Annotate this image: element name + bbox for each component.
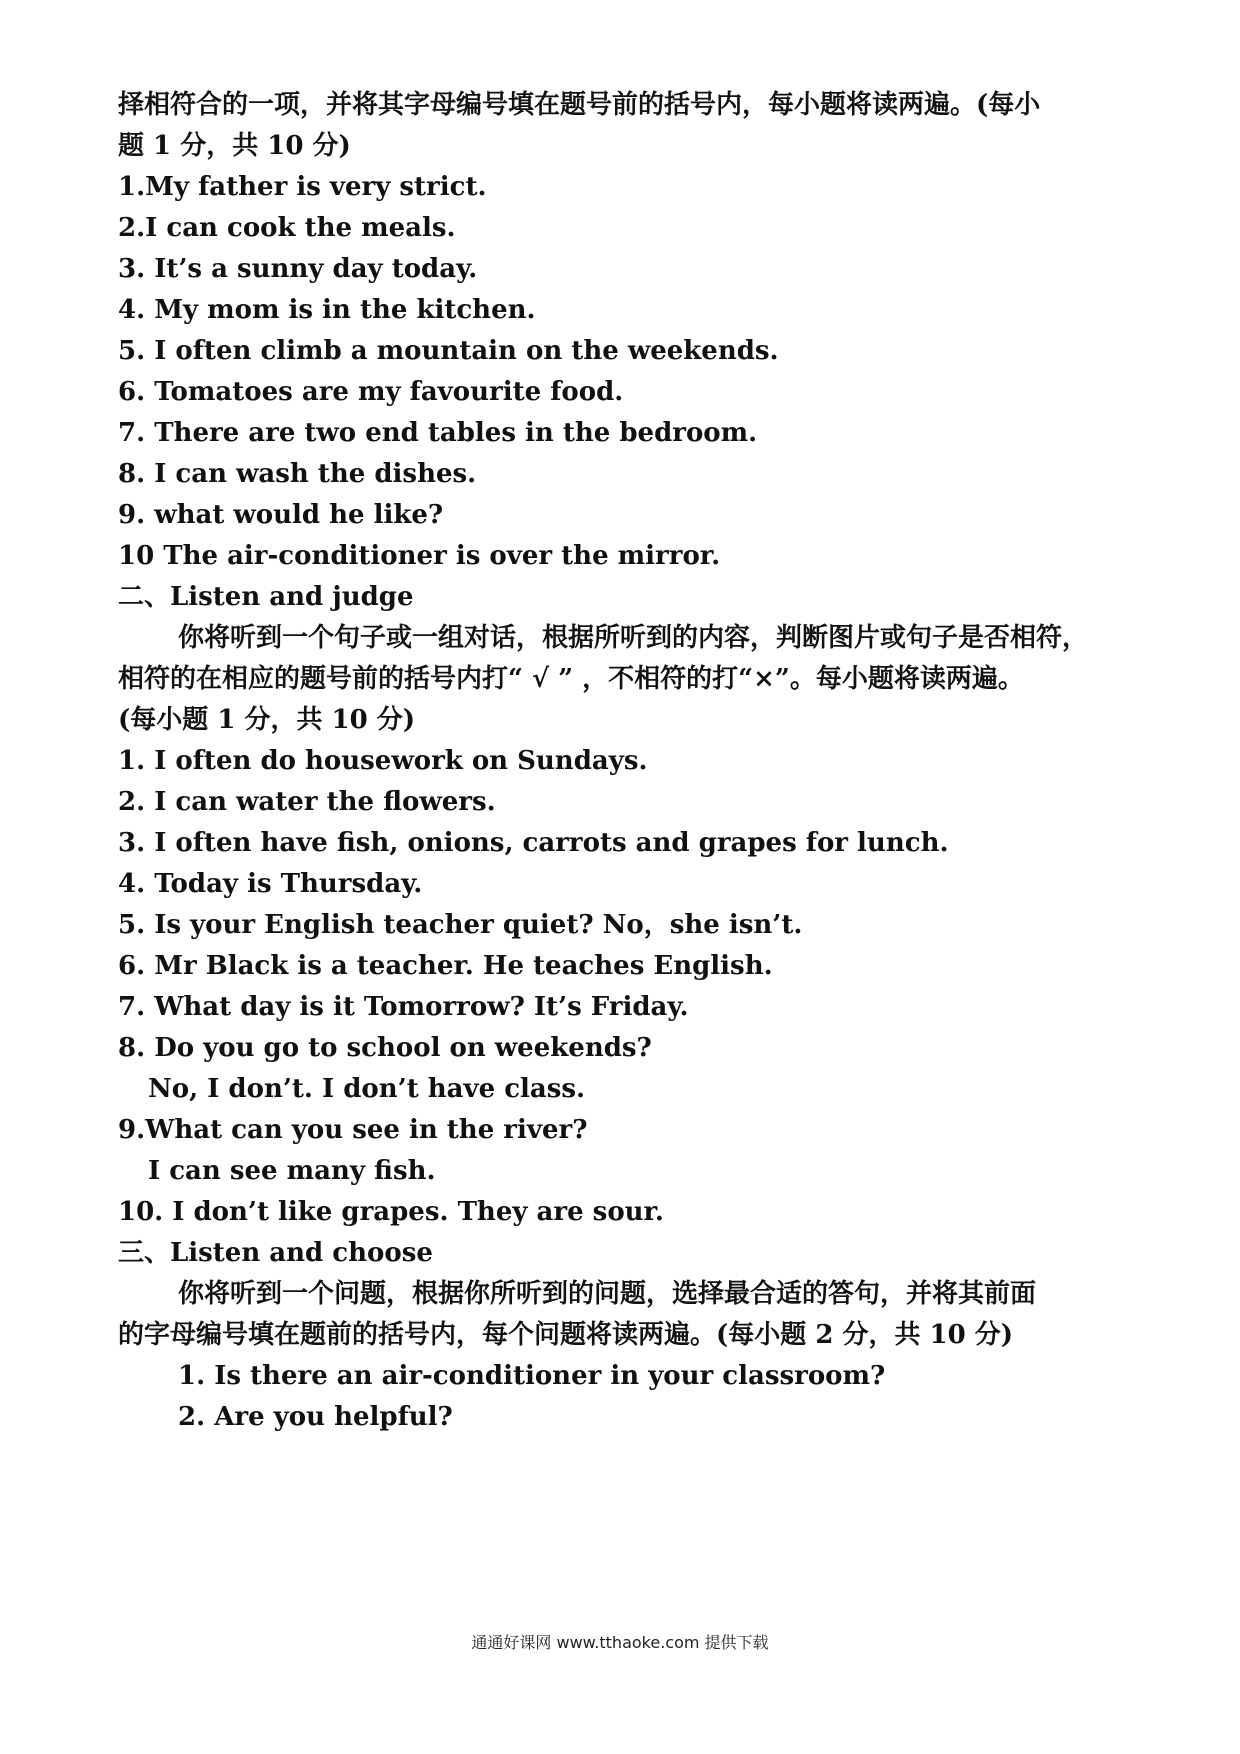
section1-item-3: 3. It’s a sunny day today. [118, 254, 478, 284]
section3-instruction-line2: 的字母编号填在题前的括号内，每个问题将读两遍。(每小题 2 分，共 10 分) [118, 1320, 1014, 1350]
section1-item-1: 1.My father is very strict. [118, 172, 487, 202]
section2-item-5: 5. Is your English teacher quiet? No，she isn’t. [118, 910, 803, 940]
section3-item-1: 1. Is there an air-conditioner in your classroom? [178, 1361, 886, 1391]
section2-item-9-question: 9.What can you see in the river? [118, 1115, 588, 1145]
section2-item-1: 1. I often do housework on Sundays. [118, 746, 648, 776]
section2-item-2: 2. I can water the flowers. [118, 787, 496, 817]
section2-instruction-line3: (每小题 1 分，共 10 分) [118, 705, 416, 735]
section2-item-9-answer: I can see many fish. [148, 1156, 436, 1186]
section1-item-10: 10 The air-conditioner is over the mirror. [118, 541, 721, 571]
section1-item-5: 5. I often climb a mountain on the weekends. [118, 336, 779, 366]
section2-item-7: 7. What day is it Tomorrow? It’s Friday. [118, 992, 689, 1022]
section3-instruction-line1: 你将听到一个问题，根据你所听到的问题，选择最合适的答句，并将其前面 [178, 1279, 1037, 1309]
section1-item-2: 2.I can cook the meals. [118, 213, 456, 243]
section2-item-8-question: 8. Do you go to school on weekends? [118, 1033, 652, 1063]
section2-instruction-line1: 你将听到一个句子或一组对话，根据所听到的内容，判断图片或句子是否相符， [178, 623, 1089, 653]
section2-instruction-line2: 相符的在相应的题号前的括号内打“ √ ” ，不相符的打“×”。每小题将读两遍。 [118, 664, 1024, 694]
section3-item-2: 2. Are you helpful? [178, 1402, 453, 1432]
section1-intro-line1: 择相符合的一项，并将其字母编号填在题号前的括号内，每小题将读两遍。(每小 [118, 90, 1041, 120]
section2-item-8-answer: No, I don’t. I don’t have class. [148, 1074, 586, 1104]
section1-item-4: 4. My mom is in the kitchen. [118, 295, 536, 325]
section2-item-3: 3. I often have fish, onions, carrots and grapes for lunch. [118, 828, 949, 858]
section1-item-7: 7. There are two end tables in the bedroom. [118, 418, 758, 448]
page-footer: 通通好课网 www.tthaoke.com 提供下载 [471, 1633, 769, 1652]
section2-item-10: 10. I don’t like grapes. They are sour. [118, 1197, 664, 1227]
section2-item-4: 4. Today is Thursday. [118, 869, 423, 899]
section2-item-6: 6. Mr Black is a teacher. He teaches English. [118, 951, 773, 981]
section1-intro-line2: 题 1 分，共 10 分) [118, 131, 351, 161]
section1-item-6: 6. Tomatoes are my favourite food. [118, 377, 624, 407]
section2-heading: 二、Listen and judge [118, 582, 414, 612]
section1-item-8: 8. I can wash the dishes. [118, 459, 477, 489]
section1-item-9: 9. what would he like? [118, 500, 444, 530]
section3-heading: 三、Listen and choose [118, 1238, 433, 1268]
